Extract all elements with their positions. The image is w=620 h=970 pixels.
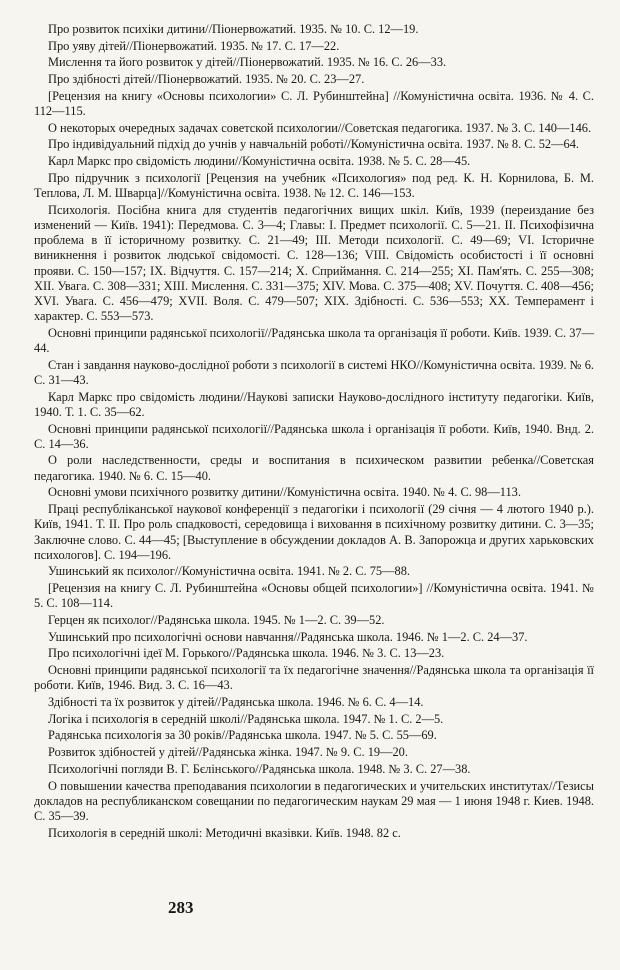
bibliography-entry: Про індивідуальний підхід до учнів у навчальній роботі//Комуністична освіта. 1937. № 8. С. 52—64. xyxy=(48,137,580,152)
bibliography-entry: Здібності та їх розвиток у дітей//Радянська школа. 1946. № 6. С. 4—14. xyxy=(48,695,424,710)
bibliography-entry: Стан і завдання науково-дослідної роботи з психології в системі НКО//Комуністична освіта. 1939. № 6. С. 31—43. xyxy=(34,357,594,387)
bibliography-entry: Основні умови психічного розвитку дитини//Комуністична освіта. 1940. № 4. С. 98—113. xyxy=(48,485,521,500)
bibliography-entry: Психологія в середній школі: Методичні вказівки. Київ. 1948. 82 с. xyxy=(48,825,401,840)
bibliography-entry: Про уяву дітей//Піонервожатий. 1935. № 17. С. 17—22. xyxy=(48,38,340,53)
bibliography-entry: Основні принципи радянської психології та їх педагогічне значення//Радянська школа та організація її роботи. Київ, 1946. Вид. 3. С. 16—43. xyxy=(34,663,594,693)
bibliography-entry: Праці республіканської наукової конференції з педагогіки і психології (29 січня — 4 лютого 1940 р.). Київ, 1941. Т. II. Про роль спадковості, середовища і виховання в психічному розвитку дитини. С. 3—35; Заключне слово. С. 44—45; [Выступление в обсуждении докладов А. В. Запорожца и других харьковских психологов]. С. 194—196. xyxy=(34,502,594,562)
bibliography-entry: Основні принципи радянської психології//Радянська школа і організація її роботи. Київ, 1940. Внд. 2. С. 14—36. xyxy=(34,421,594,451)
bibliography-entry: О некоторых очередных задачах советской психологии//Советская педагогика. 1937. № 3. С. 140—146. xyxy=(48,120,592,135)
bibliography-entry: Психологічні погляди В. Г. Бєлінського//Радянська школа. 1948. № 3. С. 27—38. xyxy=(48,761,471,776)
bibliography-entry: [Рецензия на книгу «Основы психологии» С. Л. Рубинштейна] //Комуністична освіта. 1936. № 4. С. 112—115. xyxy=(34,88,594,119)
bibliography-entry: Карл Маркс про свідомість людини//Наукові записки Науково-дослідного інституту педагогіки. Київ, 1940. Т. 1. С. 35—62. xyxy=(34,389,594,419)
bibliography-entry: О повышении качества преподавания психологии в педагогических и учительских институтах//Тезисы докладов на республиканском совещании по педагогическим наукам 29 мая — 1 июня 1948 г. Киев. 1948. С. 35—39. xyxy=(34,778,594,823)
bibliography-entry: [Рецензия на книгу С. Л. Рубинштейна «Основы общей психологии»] //Комуністична освіта. 1941. № 5. С. 108—114. xyxy=(34,581,594,611)
bibliography-entry: Герцен як психолог//Радянська школа. 1945. № 1—2. С. 39—52. xyxy=(48,613,385,628)
bibliography-entry: Ушинський як психолог//Комуністична освіта. 1941. № 2. С. 75—88. xyxy=(48,564,410,579)
bibliography-entry: Мислення та його розвиток у дітей//Піонервожатий. 1935. № 16. С. 26—33. xyxy=(48,55,447,70)
bibliography-list xyxy=(34,22,594,841)
bibliography-entry: Радянська психологія за 30 років//Радянська школа. 1947. № 5. С. 55—69. xyxy=(48,728,437,743)
bibliography-entry: Карл Маркс про свідомість людини//Комуністична освіта. 1938. № 5. С. 28—45. xyxy=(48,154,471,169)
bibliography-entry: Основні принципи радянської психології//Радянська школа та організація її роботи. Київ. 1939. С. 37—44. xyxy=(34,325,594,356)
bibliography-entry: Про розвиток психіки дитини//Піонервожатий. 1935. № 10. С. 12—19. xyxy=(48,22,419,36)
bibliography-entry: Психологія. Посібна книга для студентів педагогічних вищих шкіл. Київ, 1939 (переиздание без изменений — Київ. 1941): Передмова. С. 3—4; Главы: І. Предмет психології. С. 5—21. II. Психофізична проблема в її історичному розвитку. С. 21—49; III. Методи психології. С. 49—69; VI. Історичне виникнення і розвиток людської свідомості. С. 128—136; VIII. Свідомість особистості і її основні прояви. С. 150—157; IX. Відчуття. С. 157—214; X. Сприймання. С. 214—255; XI. Пам'ять. С. 255—308; XII. Увага. С. 308—331; XIII. Мислення. С. 331—375; XIV. Мова. С. 375—408; XV. Почуття. С. 408—456; XVI. Увага. С. 456—479; XVII. Воля. С. 479—507; XIX. Здібності. С. 536—553; XX. Темперамент і характер. С. 553—573. xyxy=(34,202,594,324)
page-number: 283 xyxy=(168,898,194,917)
bibliography-entry: Ушинський про психологічні основи навчання//Радянська школа. 1946. № 1—2. С. 24—37. xyxy=(48,629,528,644)
bibliography-entry: Логіка і психологія в середній школі//Радянська школа. 1947. № 1. С. 2—5. xyxy=(48,711,444,726)
bibliography-entry: Про підручник з психології [Рецензия на учебник «Психология» под ред. К. Н. Корнилова, Б. М. Теплова, Л. М. Шварца]//Комуністична освіта. 1938. № 12. С. 146—153. xyxy=(34,170,594,201)
bibliography-entry: Про здібності дітей//Піонервожатий. 1935. № 20. С. 23—27. xyxy=(48,72,365,87)
bibliography-entry: Про психологічні ідеї М. Горького//Радянська школа. 1946. № 3. С. 13—23. xyxy=(48,646,445,661)
bibliography-entry: Розвиток здібностей у дітей//Радянська жінка. 1947. № 9. С. 19—20. xyxy=(48,745,408,760)
bibliography-entry: О роли наследственности, среды и воспитания в психическом развитии ребенка//Советская педагогика. 1940. № 6. С. 15—40. xyxy=(34,453,594,483)
